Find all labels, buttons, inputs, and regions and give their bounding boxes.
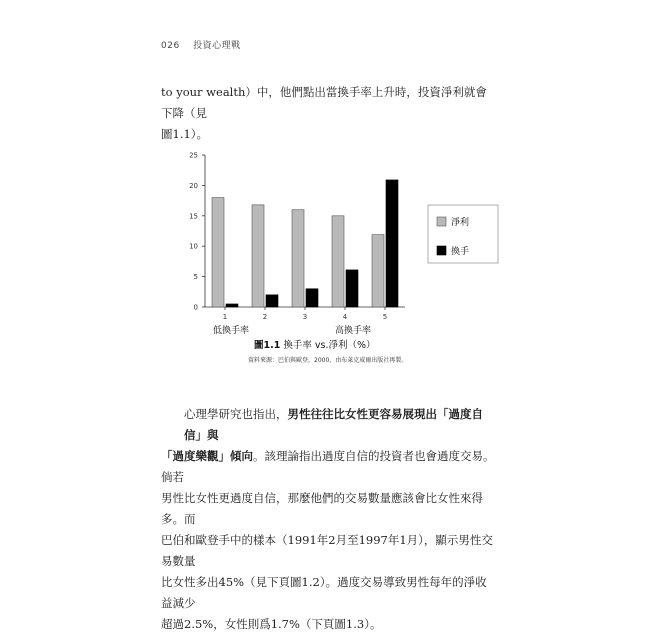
figure-source: 資料來源：巴伯與歐登，2000，由布萊克威爾出版社再製。 <box>248 357 408 364</box>
bar-net-profit <box>332 216 344 307</box>
legend-swatch <box>437 246 446 255</box>
x-tick-label: 3 <box>302 313 308 321</box>
chart-legend <box>428 205 498 263</box>
y-tick-label: 5 <box>193 273 198 282</box>
x-tick-label: 2 <box>262 313 268 321</box>
bar-net-profit <box>252 205 264 307</box>
figure-caption <box>254 337 376 351</box>
text-line: 心理學研究也指出，男性往往比女性更容易展現出「過度自信」與 <box>184 407 483 442</box>
text-line: to your wealth）中，他們點出當換手率上升時，投資淨利就會下降（見 <box>161 85 487 120</box>
legend-label: 換手 <box>451 247 470 257</box>
figure-chart <box>175 145 505 335</box>
x-tick-label: 1 <box>222 313 228 321</box>
page-number: 026 <box>161 41 180 51</box>
bar-turnover <box>346 270 358 307</box>
page-header <box>161 38 241 51</box>
text-line: 巴伯和歐登手中的樣本（1991年2月至1997年1月），顯示男性交易數量 <box>161 533 493 568</box>
bar-turnover <box>306 289 318 307</box>
bar-turnover <box>226 304 238 307</box>
text-line: 「過度樂觀」傾向。該理論指出過度自信的投資者也會過度交易。倘若 <box>161 449 495 484</box>
text-line: 男性比女性更過度自信，那麼他們的交易數量應該會比女性來得多。而 <box>161 491 483 526</box>
bar-turnover <box>386 180 398 307</box>
text-line: 超過2.5%，女性則爲1.7%（下頁圖1.3）。 <box>161 617 382 631</box>
paragraph-intro <box>161 82 496 145</box>
bar-turnover <box>266 295 278 307</box>
bar-net-profit <box>372 235 384 307</box>
chart-bars <box>212 180 398 307</box>
y-tick-label: 0 <box>193 303 198 312</box>
bar-net-profit <box>292 210 304 307</box>
paragraph-body <box>161 404 496 635</box>
bar-net-profit <box>212 198 224 307</box>
y-tick-label: 20 <box>189 181 198 190</box>
text-line: 比女性多出45%（見下頁圖1.2）。過度交易導致男性每年的淨收益減少 <box>161 575 487 610</box>
x-tick-label: 4 <box>342 313 348 321</box>
text-line: 圖1.1）。 <box>161 127 209 141</box>
y-tick-label: 25 <box>189 151 198 160</box>
figure-number: 圖1.1 <box>254 340 281 351</box>
x-label-low: 低換手率 <box>213 326 250 335</box>
x-label-high: 高換手率 <box>335 326 372 335</box>
book-title: 投資心理戰 <box>193 41 241 51</box>
y-tick-label: 15 <box>189 212 198 221</box>
legend-label: 淨利 <box>451 218 470 228</box>
y-tick-label: 10 <box>189 242 198 251</box>
figure-title: 換手率 vs.淨利（%） <box>283 340 376 351</box>
x-tick-label: 5 <box>382 313 388 321</box>
legend-swatch <box>437 217 446 226</box>
